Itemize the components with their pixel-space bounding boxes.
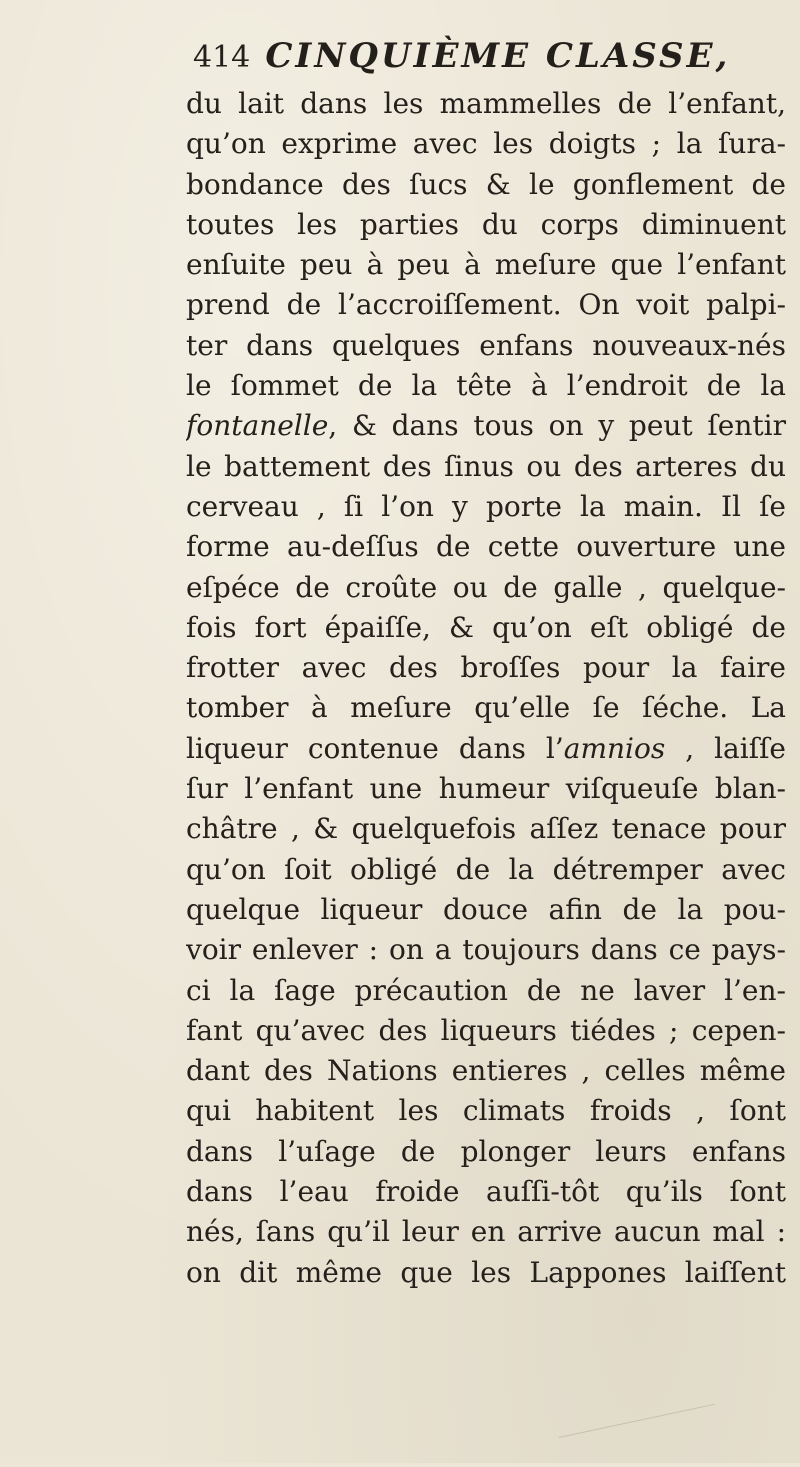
text-line: qui habitent les climats froids , ſont — [186, 1094, 786, 1128]
text-line: on dit même que les Lappones laiſſent — [186, 1255, 786, 1289]
text-line: nés, ſans qu’il leur en arrive aucun mal : — [186, 1215, 786, 1249]
text-line: toutes les parties du corps diminuent — [186, 207, 786, 241]
page-number: 414 — [193, 40, 251, 75]
text-line: enſuite peu à peu à meſure que l’enfant — [186, 248, 786, 282]
text-line: forme au-deſſus de cette ouverture une — [186, 530, 786, 564]
text-line: prend de l’accroiſſement. On voit palpi- — [186, 288, 786, 322]
text-line: fontanelle, & dans tous on y peut ſentir — [186, 409, 786, 443]
text-line: ter dans quelques enfans nouveaux-nés — [186, 328, 786, 362]
text-line: fois fort épaiſſe, & qu’on eſt obligé de — [186, 610, 786, 644]
text-line: ci la ſage précaution de ne laver l’en- — [186, 973, 786, 1007]
italic-term: fontanelle — [186, 409, 329, 443]
text-line: le battement des ſinus ou des arteres du — [186, 449, 786, 483]
text-line: quelque liqueur douce afin de la pou- — [186, 892, 786, 926]
text-line: du lait dans les mammelles de l’enfant, — [186, 87, 786, 120]
text-line: bondance des ſucs & le gonflement de — [186, 167, 786, 201]
text-line: liqueur contenue dans l’amnios , laiſſe — [186, 731, 786, 765]
text-line: tomber à meſure qu’elle ſe ſéche. La — [186, 691, 786, 725]
paper-mark — [559, 1404, 722, 1467]
text-line: dant des Nations entieres , celles même — [186, 1054, 786, 1088]
text-line: cerveau , ſi l’on y porte la main. Il ſe — [186, 489, 786, 523]
text-line: châtre , & quelquefois aſſez tenace pour — [186, 812, 786, 846]
text-line: dans l’eau froide auſſi-tôt qu’ils ſont — [186, 1175, 786, 1209]
text-line: qu’on ſoit obligé de la détremper avec — [186, 852, 786, 886]
text-line: eſpéce de croûte ou de galle , quelque- — [186, 570, 786, 604]
text-line: voir enlever : on a toujours dans ce pays- — [186, 933, 786, 967]
running-title: CINQUIÈME CLASSE, — [265, 36, 731, 76]
text-line: le ſommet de la tête à l’endroit de la — [186, 369, 786, 403]
page-header — [193, 36, 783, 86]
text-line: ſur l’enfant une humeur viſqueuſe blan- — [186, 772, 786, 806]
italic-term: amnios — [563, 731, 666, 765]
text-line: frotter avec des broſſes pour la faire — [186, 651, 786, 685]
text-line: qu’on exprime avec les doigts ; la ſura- — [186, 127, 786, 161]
text-line: fant qu’avec des liqueurs tiédes ; cepen- — [186, 1013, 786, 1047]
text-line: dans l’uſage de plonger leurs enfans — [186, 1134, 786, 1168]
body-text — [186, 84, 786, 1293]
